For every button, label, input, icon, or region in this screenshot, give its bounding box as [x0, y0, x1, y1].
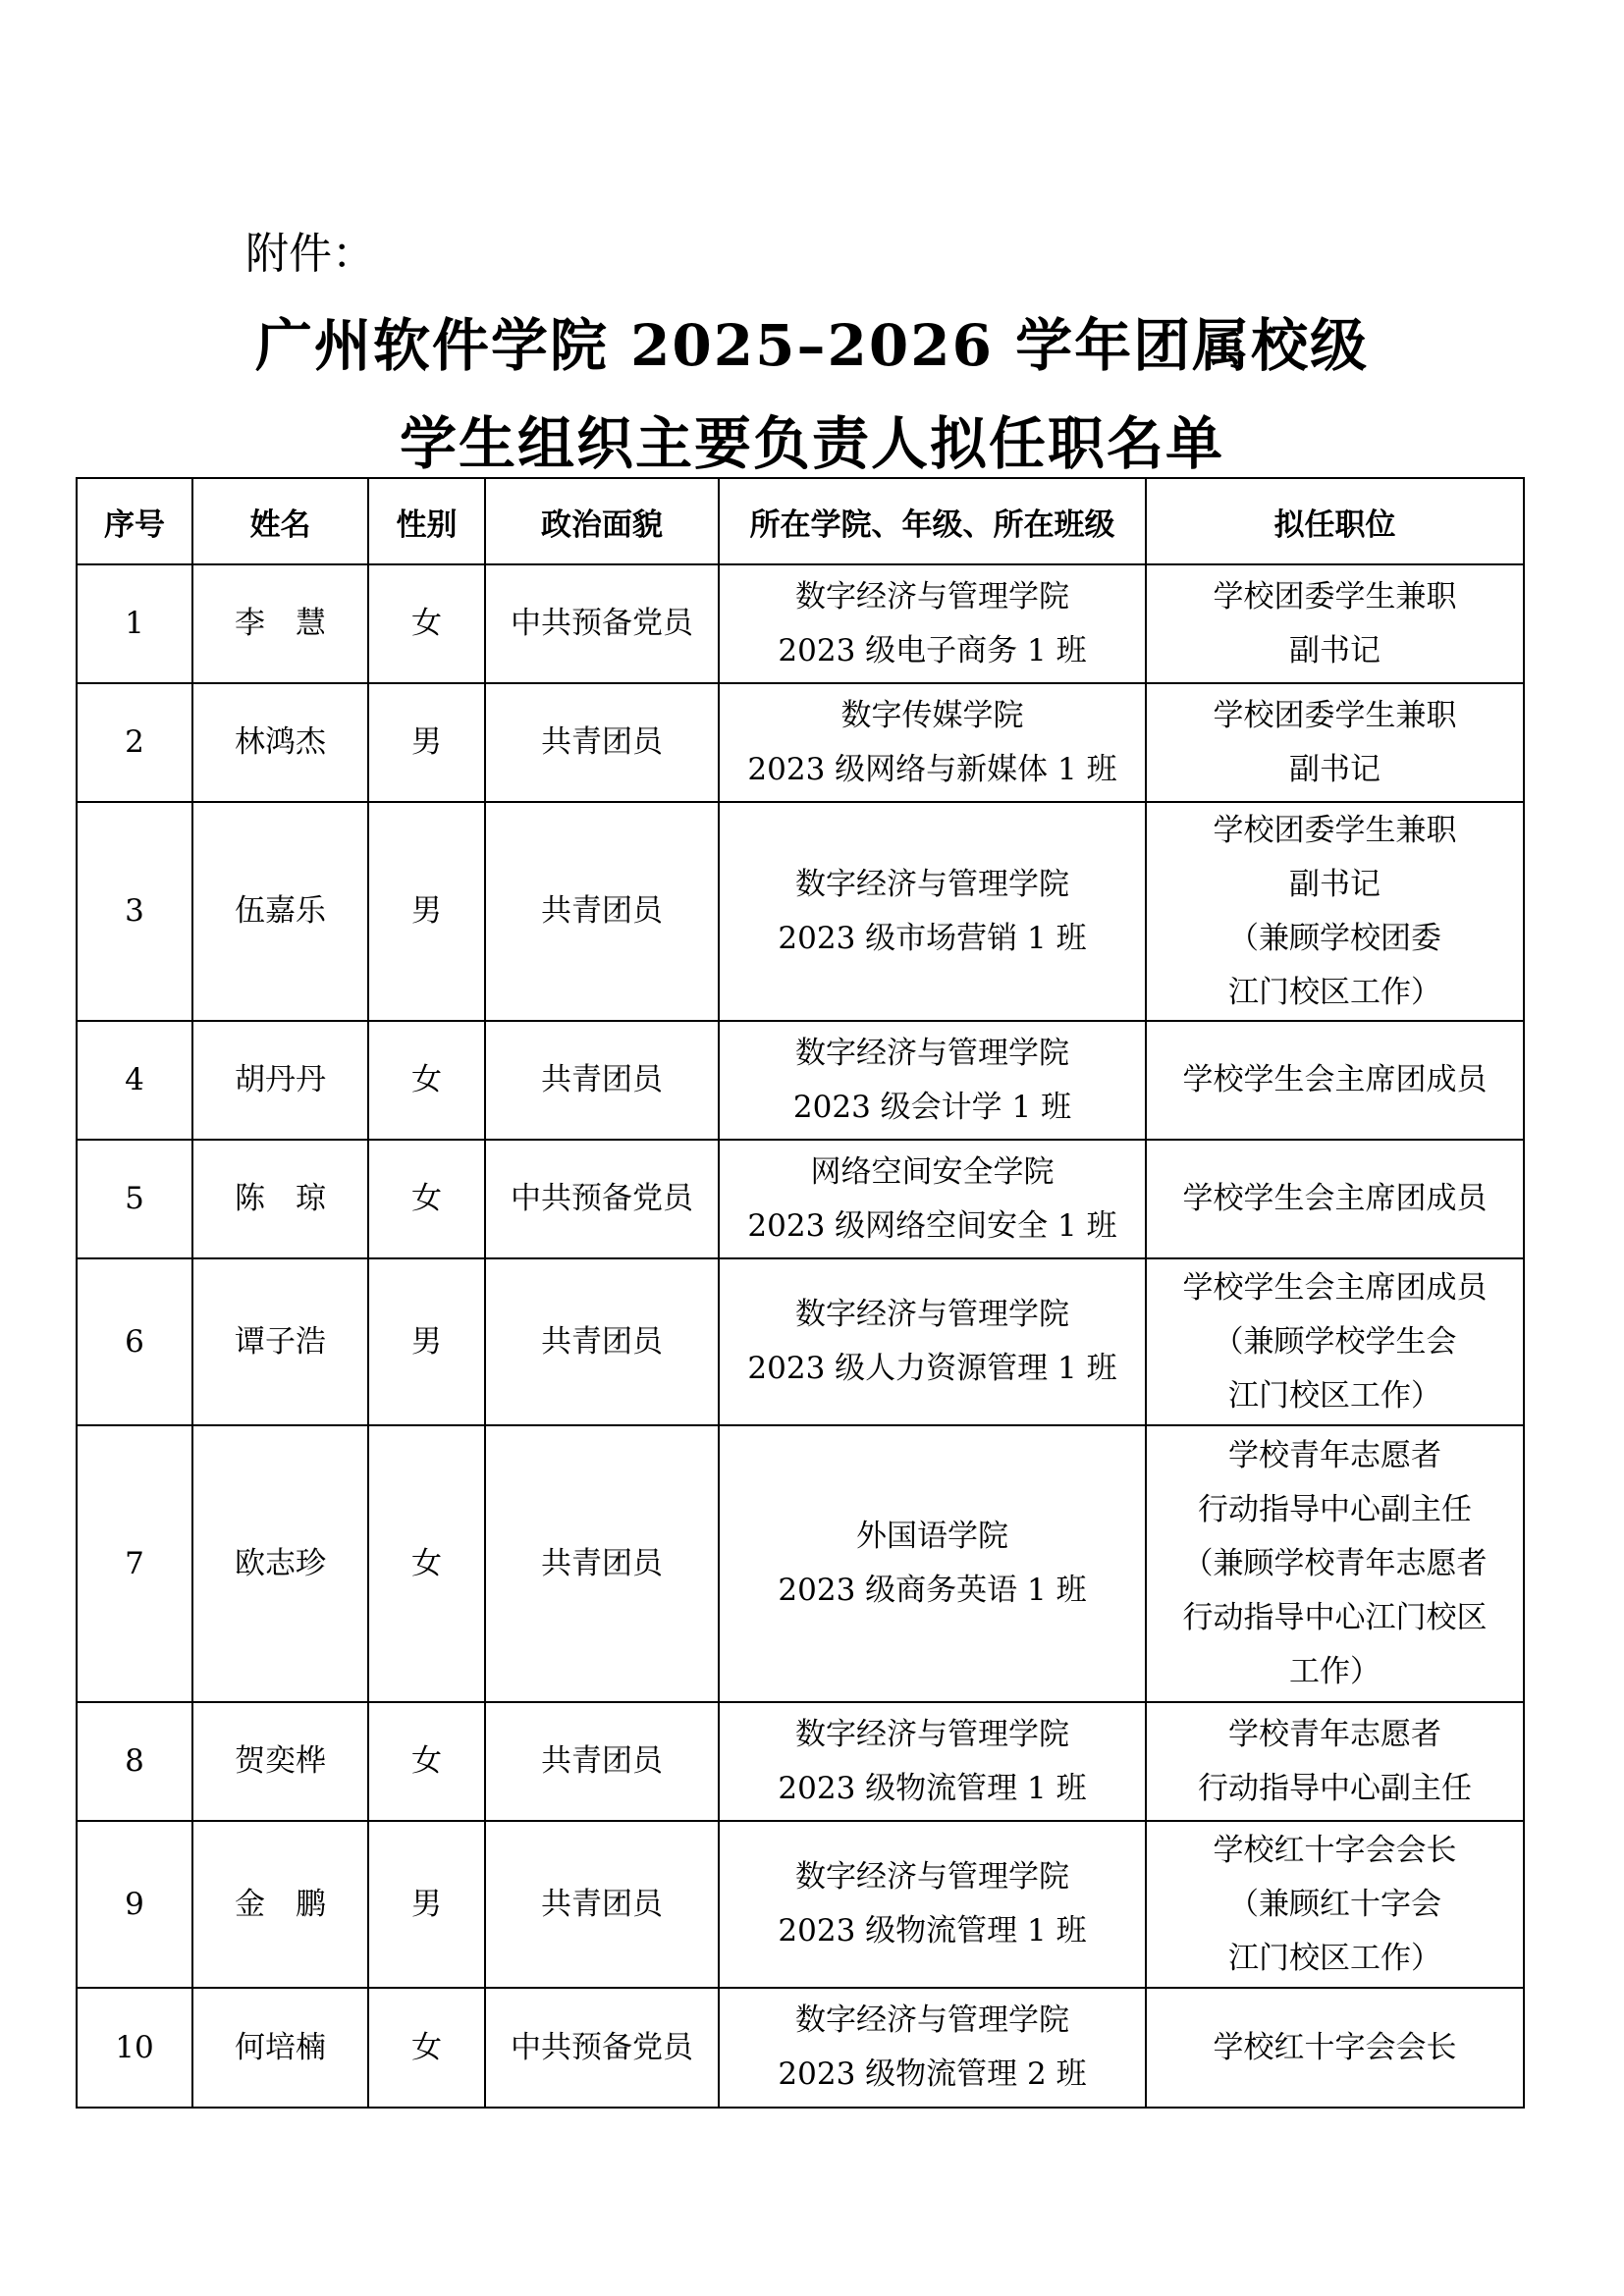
table-row: [77, 1425, 1524, 1702]
cell-proposed-position-line: 学校团委学生兼职: [1213, 578, 1457, 614]
cell-gender: 男: [368, 802, 485, 1021]
cell-number: 2: [77, 683, 192, 802]
cell-proposed-position-line: 学校青年志愿者: [1228, 1716, 1441, 1752]
cell-name: 何培楠: [192, 1988, 368, 2108]
cell-proposed-position: [1146, 1702, 1524, 1821]
cell-proposed-position-line: 江门校区工作）: [1228, 1940, 1441, 1976]
cell-proposed-position: [1146, 1258, 1524, 1425]
cell-political-status: 共青团员: [485, 802, 719, 1021]
table-row: [77, 1140, 1524, 1258]
cell-political-status: 共青团员: [485, 1425, 719, 1702]
cell-proposed-position: [1146, 1988, 1524, 2108]
cell-name: 伍嘉乐: [192, 802, 368, 1021]
cell-gender: 女: [368, 564, 485, 683]
cell-political-status: 共青团员: [485, 683, 719, 802]
cell-number: 8: [77, 1702, 192, 1821]
cell-college-grade-class: [719, 1140, 1146, 1258]
cell-college-grade-class-line: 数字经济与管理学院: [795, 1035, 1069, 1071]
cell-proposed-position-line: 江门校区工作）: [1228, 974, 1441, 1010]
cell-name: 胡丹丹: [192, 1021, 368, 1140]
header-college-grade-class: 所在学院、年级、所在班级: [719, 478, 1146, 564]
cell-political-status: 共青团员: [485, 1702, 719, 1821]
cell-gender: 女: [368, 1021, 485, 1140]
header-number: 序号: [77, 478, 192, 564]
cell-proposed-position-line: （兼顾学校团委: [1228, 920, 1441, 956]
cell-college-grade-class-line: 2023 级网络空间安全 1 班: [747, 1207, 1117, 1244]
table-row: [77, 1258, 1524, 1425]
table-row: [77, 1702, 1524, 1821]
cell-political-status: 共青团员: [485, 1021, 719, 1140]
cell-college-grade-class-line: 2023 级会计学 1 班: [792, 1089, 1072, 1125]
cell-college-grade-class: [719, 802, 1146, 1021]
cell-proposed-position-line: 学校学生会主席团成员: [1182, 1269, 1488, 1306]
cell-gender: 男: [368, 683, 485, 802]
cell-number: 6: [77, 1258, 192, 1425]
cell-college-grade-class-line: 2023 级人力资源管理 1 班: [747, 1351, 1117, 1386]
cell-proposed-position: [1146, 1140, 1524, 1258]
cell-college-grade-class: [719, 564, 1146, 683]
cell-proposed-position: [1146, 564, 1524, 683]
cell-college-grade-class-line: 2023 级电子商务 1 班: [778, 632, 1087, 668]
cell-college-grade-class-line: 数字经济与管理学院: [795, 1859, 1069, 1895]
cell-college-grade-class: [719, 1821, 1146, 1988]
cell-gender: 女: [368, 1988, 485, 2108]
cell-proposed-position-line: 江门校区工作）: [1228, 1377, 1441, 1414]
document-title-line-2: 学生组织主要负责人拟任职名单: [399, 410, 1224, 477]
cell-college-grade-class-line: 2023 级物流管理 1 班: [778, 1913, 1087, 1949]
cell-proposed-position-line: 工作）: [1289, 1653, 1380, 1689]
cell-proposed-position-line: 学校红十字会会长: [1213, 1832, 1457, 1868]
cell-proposed-position: [1146, 1425, 1524, 1702]
cell-proposed-position: [1146, 1021, 1524, 1140]
table-row: [77, 1021, 1524, 1140]
cell-proposed-position-line: 行动指导中心江门校区: [1182, 1599, 1488, 1635]
appointment-table: [76, 477, 1525, 2109]
cell-name: 金 鹏: [192, 1821, 368, 1988]
cell-proposed-position-line: 学校学生会主席团成员: [1182, 1062, 1488, 1097]
cell-college-grade-class-line: 2023 级商务英语 1 班: [778, 1573, 1087, 1608]
cell-political-status: 中共预备党员: [485, 564, 719, 683]
cell-name: 李 慧: [192, 564, 368, 683]
cell-political-status: 中共预备党员: [485, 1988, 719, 2108]
cell-political-status: 共青团员: [485, 1258, 719, 1425]
cell-college-grade-class-line: 数字传媒学院: [840, 697, 1024, 733]
cell-proposed-position-line: 副书记: [1289, 751, 1380, 787]
cell-name: 欧志珍: [192, 1425, 368, 1702]
cell-proposed-position-line: （兼顾红十字会: [1228, 1886, 1441, 1922]
cell-proposed-position-line: 行动指导中心副主任: [1198, 1491, 1472, 1527]
cell-college-grade-class: [719, 1021, 1146, 1140]
cell-number: 7: [77, 1425, 192, 1702]
cell-proposed-position-line: 学校学生会主席团成员: [1182, 1181, 1488, 1216]
cell-number: 1: [77, 564, 192, 683]
table-row: [77, 683, 1524, 802]
table-row: [77, 564, 1524, 683]
cell-political-status: 中共预备党员: [485, 1140, 719, 1258]
cell-proposed-position-line: 学校团委学生兼职: [1213, 812, 1457, 848]
table-row: [77, 802, 1524, 1021]
cell-gender: 女: [368, 1140, 485, 1258]
cell-college-grade-class-line: 数字经济与管理学院: [795, 1716, 1069, 1752]
cell-proposed-position-line: 学校团委学生兼职: [1213, 697, 1457, 733]
cell-name: 林鸿杰: [192, 683, 368, 802]
cell-college-grade-class: [719, 1702, 1146, 1821]
cell-college-grade-class-line: 外国语学院: [856, 1519, 1008, 1554]
cell-political-status: 共青团员: [485, 1821, 719, 1988]
cell-number: 10: [77, 1988, 192, 2108]
cell-proposed-position-line: （兼顾学校青年志愿者: [1182, 1545, 1488, 1581]
table-row: [77, 1988, 1524, 2108]
cell-name: 谭子浩: [192, 1258, 368, 1425]
attachment-label: 附件：: [245, 229, 375, 279]
header-name: 姓名: [192, 478, 368, 564]
cell-college-grade-class-line: 2023 级物流管理 2 班: [778, 2056, 1087, 2092]
cell-proposed-position: [1146, 683, 1524, 802]
cell-college-grade-class-line: 数字经济与管理学院: [795, 2002, 1069, 2038]
cell-college-grade-class-line: 2023 级市场营销 1 班: [778, 920, 1087, 956]
cell-college-grade-class-line: 数字经济与管理学院: [795, 1297, 1069, 1332]
cell-name: 陈 琼: [192, 1140, 368, 1258]
cell-proposed-position-line: 行动指导中心副主任: [1198, 1770, 1472, 1806]
cell-college-grade-class-line: 网络空间安全学院: [810, 1153, 1055, 1190]
header-proposed-position: 拟任职位: [1146, 478, 1524, 564]
cell-proposed-position-line: 副书记: [1289, 866, 1380, 902]
cell-college-grade-class-line: 2023 级物流管理 1 班: [778, 1770, 1087, 1806]
cell-college-grade-class: [719, 1258, 1146, 1425]
header-gender: 性别: [368, 478, 485, 564]
cell-gender: 男: [368, 1821, 485, 1988]
document-title-line-1: 广州软件学院 2025–2026 学年团属校级: [254, 312, 1370, 379]
cell-college-grade-class-line: 数字经济与管理学院: [795, 578, 1069, 614]
cell-proposed-position-line: 学校青年志愿者: [1228, 1437, 1441, 1473]
cell-college-grade-class: [719, 1988, 1146, 2108]
cell-gender: 男: [368, 1258, 485, 1425]
cell-gender: 女: [368, 1425, 485, 1702]
cell-number: 5: [77, 1140, 192, 1258]
cell-number: 9: [77, 1821, 192, 1988]
cell-proposed-position-line: 副书记: [1289, 632, 1380, 668]
table-header-row: [77, 478, 1524, 564]
cell-college-grade-class: [719, 1425, 1146, 1702]
cell-college-grade-class-line: 2023 级网络与新媒体 1 班: [747, 751, 1117, 787]
cell-number: 4: [77, 1021, 192, 1140]
table-body: [77, 564, 1524, 2108]
cell-proposed-position: [1146, 802, 1524, 1021]
cell-college-grade-class-line: 数字经济与管理学院: [795, 866, 1069, 902]
cell-college-grade-class: [719, 683, 1146, 802]
cell-proposed-position-line: 学校红十字会会长: [1213, 2029, 1457, 2065]
cell-proposed-position: [1146, 1821, 1524, 1988]
table-row: [77, 1821, 1524, 1988]
cell-proposed-position-line: （兼顾学校学生会: [1213, 1323, 1457, 1360]
header-political-status: 政治面貌: [485, 478, 719, 564]
cell-name: 贺奕桦: [192, 1702, 368, 1821]
cell-gender: 女: [368, 1702, 485, 1821]
cell-number: 3: [77, 802, 192, 1021]
